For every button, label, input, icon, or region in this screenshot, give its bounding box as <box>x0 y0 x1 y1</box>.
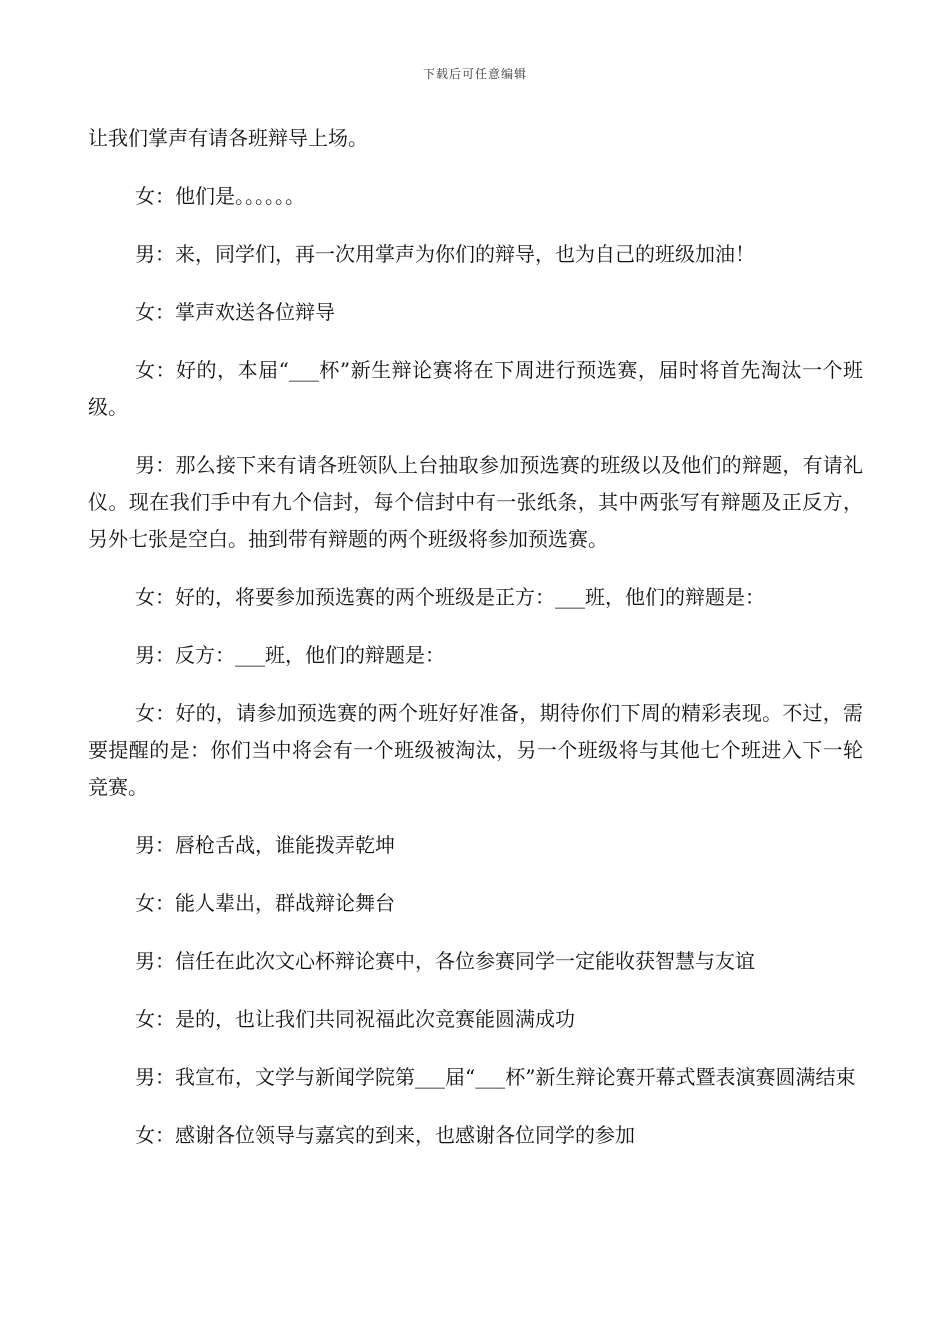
dialogue-line: 男：我宣布，文学与新闻学院第___届“___杯”新生辩论赛开幕式暨表演赛圆满结束 <box>135 1065 856 1089</box>
paragraph-intro: 让我们掌声有请各班辩导上场。 <box>88 126 368 150</box>
dialogue-line: 女：是的，也让我们共同祝福此次竞赛能圆满成功 <box>135 1007 575 1031</box>
document-body <box>88 120 863 1175</box>
dialogue-line: 女：他们是。。。。。。 <box>135 184 305 208</box>
dialogue-line: 女：能人辈出，群战辩论舞台 <box>135 891 395 915</box>
dialogue-line: 女：好的，本届“___杯”新生辩论赛将在下周进行预选赛，届时将首先淘汰一个班级。 <box>88 358 863 419</box>
dialogue-line: 男：唇枪舌战，谁能拨弄乾坤 <box>135 833 395 857</box>
dialogue-line: 男：反方：___班，他们的辩题是： <box>135 643 445 667</box>
dialogue-line: 男：信任在此次文心杯辩论赛中，各位参赛同学一定能收获智慧与友谊 <box>135 949 755 973</box>
dialogue-line: 女：感谢各位领导与嘉宾的到来，也感谢各位同学的参加 <box>135 1123 635 1147</box>
dialogue-line: 男：来，同学们，再一次用掌声为你们的辩导，也为自己的班级加油！ <box>135 242 755 266</box>
dialogue-line: 男：那么接下来有请各班领队上台抽取参加预选赛的班级以及他们的辩题，有请礼仪。现在我们手中有九个信封，每个信封中有一张纸条，其中两张写有辩题及正反方，另外七张是空白。抽到带有辩题的两个班级将参加预选赛。 <box>88 453 863 551</box>
dialogue-line: 女：好的，请参加预选赛的两个班好好准备，期待你们下周的精彩表现。不过，需要提醒的是：你们当中将会有一个班级被淘汰，另一个班级将与其他七个班进入下一轮竞赛。 <box>88 701 863 799</box>
page-header: 下载后可任意编辑 <box>422 67 527 81</box>
dialogue-line: 女：掌声欢送各位辩导 <box>135 300 335 324</box>
dialogue-line: 女：好的，将要参加预选赛的两个班级是正方：___班，他们的辩题是： <box>135 585 765 609</box>
